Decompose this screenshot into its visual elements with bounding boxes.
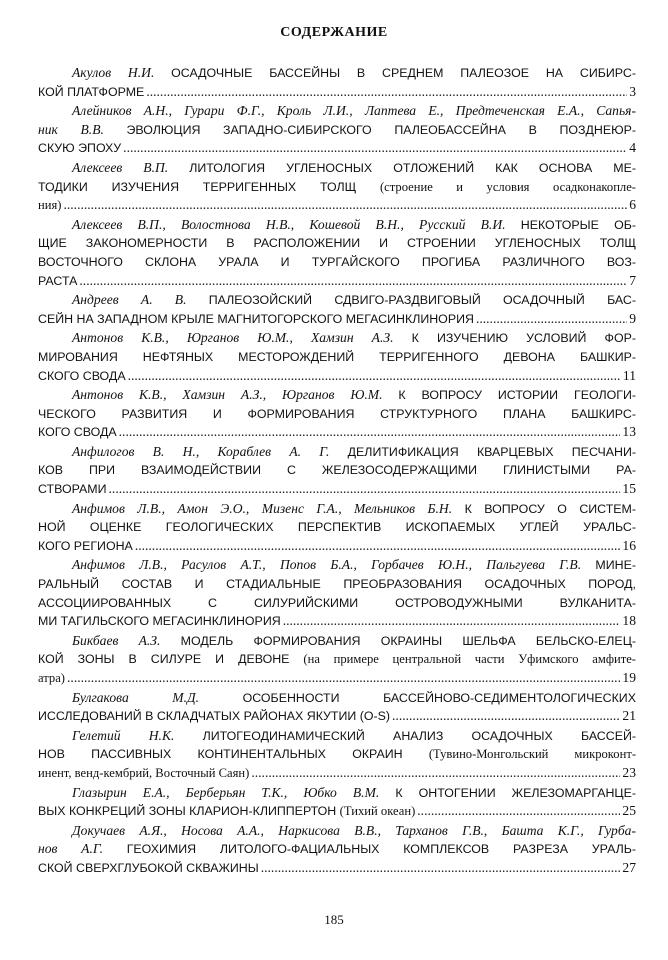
entry-title: СТВОРАМИ: [38, 482, 107, 497]
entry-last-line: [38, 423, 636, 442]
entry-last-text: [38, 310, 474, 329]
entry-authors: Антонов К.В., Юрганов Ю.М., Хамзин А.З.: [72, 330, 394, 346]
entry-last-text: [38, 196, 61, 215]
dot-leader: [128, 367, 621, 386]
entry-note: (Тихий океан): [339, 804, 416, 819]
entry-page-number: 21: [622, 708, 636, 724]
entry-page-number: 15: [622, 481, 636, 497]
entry-title: МИ ТАГИЛЬСКОГО МЕГАСИНКЛИНОРИЯ: [38, 614, 281, 629]
dot-leader: [109, 480, 621, 499]
entry-authors: Анфимов Л.В., Расулов А.Т., Попов Б.А., Горбачев Ю.Н., Пальгуева Г.В.: [72, 557, 582, 573]
entry-line: [38, 386, 636, 405]
dot-leader: [67, 669, 620, 688]
entry-line: [38, 178, 636, 197]
entry-page-number: 13: [622, 424, 636, 440]
entry-note: (Тувино-Монгольский микроконт-: [428, 747, 637, 762]
entry-line: [38, 216, 636, 235]
entry-authors: Акулов Н.И.: [72, 65, 155, 80]
entry-last-line: [38, 537, 636, 556]
entry-page-number: 4: [629, 140, 636, 156]
entry-page-number: 23: [622, 764, 636, 780]
dot-leader: [146, 83, 627, 102]
entry-line: [38, 745, 636, 764]
entry-line: [38, 556, 636, 575]
toc-entry[interactable]: [38, 291, 636, 328]
entry-line: [38, 64, 636, 83]
toc-entry[interactable]: [38, 556, 636, 630]
dot-leader: [251, 764, 620, 783]
entry-page-number: 25: [622, 803, 636, 819]
entry-last-line: [38, 139, 636, 158]
entry-line: [38, 840, 636, 859]
entry-page-number: 19: [622, 670, 636, 685]
entry-title: КОВ ПРИ ВЗАИМОДЕЙСТВИИ С ЖЕЛЕЗОСОДЕРЖАЩИМИ ГЛИНИСТЫМИ РА-: [38, 463, 636, 478]
entry-title: ЧЕСКОГО РАЗВИТИЯ И ФОРМИРОВАНИЯ СТРУКТУРНОГО ПЛАНА БАШКИРС-: [38, 406, 636, 421]
entry-last-line: [38, 764, 636, 783]
entry-last-text: [38, 537, 133, 556]
entry-page-number: 27: [622, 859, 636, 875]
entry-title: НОВ ПАССИВНЫХ КОНТИНЕНТАЛЬНЫХ ОКРАИН: [38, 747, 403, 762]
entry-last-text: [38, 83, 144, 102]
page-title: СОДЕРЖАНИЕ: [280, 25, 388, 40]
toc-entry[interactable]: [38, 689, 636, 726]
entry-line: [38, 159, 636, 178]
entry-line: [38, 329, 636, 348]
entry-title: СКУЮ ЭПОХУ: [38, 141, 122, 156]
dot-leader: [283, 612, 621, 631]
entry-title: ОСАДОЧНЫЕ БАССЕЙНЫ В СРЕДНЕМ ПАЛЕОЗОЕ НА СИБИРС-: [171, 66, 636, 80]
entry-line: [38, 121, 636, 140]
entry-title: ПАЛЕОЗОЙСКИЙ СДВИГО-РАЗДВИГОВЫЙ ОСАДОЧНЫЙ БАС-: [208, 293, 636, 308]
dot-leader: [417, 802, 620, 821]
entry-authors: Глазырин Е.А., Берберьян Т.К., Юбко В.М.: [72, 784, 380, 800]
entry-line: [38, 594, 636, 613]
entry-title: ОСОБЕННОСТИ БАССЕЙНОВО-СЕДИМЕНТОЛОГИЧЕСКИХ: [242, 690, 636, 705]
entry-authors: Анфилогов В. Н., Кораблев А. Г.: [72, 443, 330, 459]
entry-line: [38, 650, 636, 669]
entry-line: [38, 784, 636, 803]
dot-leader: [392, 707, 620, 726]
toc-entry[interactable]: [38, 443, 636, 499]
entry-title: К ВОПРОСУ О СИСТЕМ-: [464, 501, 636, 516]
entry-title: АССОЦИИРОВАННЫХ С СИЛУРИЙСКИМИ ОСТРОВОДУЖНЫМИ ВУЛКАНИТА-: [38, 595, 636, 610]
entry-last-line: [38, 612, 636, 631]
toc-entry[interactable]: [38, 386, 636, 442]
entry-line: [38, 822, 636, 841]
entry-last-text: [38, 669, 65, 688]
entry-page-number: 11: [622, 367, 636, 383]
entry-authors: ник В.В.: [38, 121, 104, 137]
entry-last-line: [38, 272, 636, 291]
entry-last-text: [38, 139, 121, 158]
entry-title: СКОГО СВОДА: [38, 368, 126, 383]
entry-line: [38, 102, 636, 121]
entry-title: ДЕЛИТИФИКАЦИЯ КВАРЦЕВЫХ ПЕСЧАНИ-: [347, 444, 636, 459]
entry-authors: Алексеев В.П.: [72, 159, 169, 175]
entry-line: [38, 575, 636, 594]
entry-title: КОЙ ЗОНЫ В СИЛУРЕ И ДЕВОНЕ: [38, 652, 290, 667]
entry-title: К ИЗУЧЕНИЮ УСЛОВИЙ ФОР-: [411, 331, 636, 346]
toc-entry[interactable]: [38, 822, 636, 878]
entry-title: СКОЙ СВЕРХГЛУБОКОЙ СКВАЖИНЫ: [38, 860, 259, 875]
entry-last-text: [38, 480, 107, 499]
entry-title: РАЛЬНЫЙ СОСТАВ И СТАДИАЛЬНЫЕ ПРЕОБРАЗОВАНИЯ ОСАДОЧНЫХ ПОРОД,: [38, 577, 636, 592]
entry-note: (на примере центральной части Уфимского амфите-: [303, 652, 637, 667]
entry-page-number: 9: [629, 310, 636, 326]
entry-authors: Анфимов Л.В., Амон Э.О., Мизенс Г.А., Мельников Б.Н.: [72, 500, 453, 516]
entry-last-line: [38, 480, 636, 499]
entry-last-line: [38, 367, 636, 386]
entry-line: [38, 291, 636, 310]
entry-line: [38, 518, 636, 537]
entry-title: ВЫХ КОНКРЕЦИЙ ЗОНЫ КЛАРИОН-КЛИППЕРТОН: [38, 804, 337, 819]
entry-line: [38, 689, 636, 708]
entry-title: МИНЕ-: [595, 558, 636, 573]
toc-entry[interactable]: [38, 500, 636, 556]
entry-authors: Алексеев В.П., Волостнова Н.В., Кошевой В.Н., Русский В.И.: [72, 216, 506, 232]
page-number: 185: [324, 912, 344, 927]
entry-title: МИРОВАНИЯ НЕФТЯНЫХ МЕСТОРОЖДЕНИЙ ТЕРРИГЕННОГО ДЕВОНА БАШКИР-: [38, 349, 636, 364]
entry-last-text: [38, 764, 249, 783]
entry-last-line: [38, 669, 636, 688]
dot-leader: [135, 537, 621, 556]
entry-last-line: [38, 310, 636, 329]
entry-last-text: [38, 859, 259, 878]
entry-title: ЩИЕ ЗАКОНОМЕРНОСТИ В РАСПОЛОЖЕНИИ И СТРОЕНИИ УГЛЕНОСНЫХ ТОЛЩ: [38, 236, 636, 251]
entry-authors: Андреев А. В.: [72, 292, 187, 308]
entry-title: РАСТА: [38, 273, 78, 288]
toc-entry[interactable]: [38, 784, 636, 821]
entry-last-line: [38, 707, 636, 726]
entry-authors: Антонов К.В., Хамзин А.З., Юрганов Ю.М.: [72, 387, 383, 403]
entry-title: атра): [38, 671, 66, 685]
entry-page-number: 6: [629, 197, 636, 213]
entry-line: [38, 234, 636, 253]
entry-title: ЛИТОГЕОДИНАМИЧЕСКИЙ АНАЛИЗ ОСАДОЧНЫХ БАССЕЙ-: [202, 728, 636, 743]
entry-authors: Бикбаев А.З.: [72, 632, 161, 648]
entry-last-text: [38, 367, 126, 386]
entry-title: ТОДИКИ ИЗУЧЕНИЯ ТЕРРИГЕННЫХ ТОЛЩ: [38, 179, 357, 194]
toc-entry[interactable]: [38, 632, 636, 688]
entry-page-number: 16: [622, 537, 636, 553]
entry-line: [38, 632, 636, 651]
entry-title: ЛИТОЛОГИЯ УГЛЕНОСНЫХ ОТЛОЖЕНИЙ КАК ОСНОВА МЕ-: [189, 160, 636, 175]
entry-title: КОЙ ПЛАТФОРМЕ: [38, 84, 145, 99]
entry-authors: Алейников А.Н., Гурари Ф.Г., Кроль Л.И., Лаптева Е., Предтеченская Е.А., Сапья-: [72, 103, 636, 119]
dot-leader: [119, 423, 621, 442]
entry-title: НЕКОТОРЫЕ ОБ-: [520, 217, 636, 232]
entry-title: К ОНТОГЕНИИ ЖЕЛЕЗОМАРГАНЦЕ-: [395, 785, 636, 800]
entry-line: [38, 461, 636, 480]
entry-title: ГЕОХИМИЯ ЛИТОЛОГО-ФАЦИАЛЬНЫХ КОМПЛЕКСОВ РАЗРЕЗА УРАЛЬ-: [126, 842, 636, 857]
toc-entry[interactable]: [38, 102, 636, 158]
dot-leader: [63, 196, 627, 215]
table-of-contents: [38, 64, 636, 879]
dot-leader: [476, 310, 627, 329]
entry-title: ния): [38, 198, 62, 213]
entry-title: ВОСТОЧНОГО СКЛОНА УРАЛА И ТУРГАЙСКОГО ПРОГИБА РАЗЛИЧНОГО ВОЗ-: [38, 254, 636, 269]
toc-entry[interactable]: [38, 159, 636, 215]
entry-last-text: [38, 802, 415, 821]
entry-page-number: 7: [629, 272, 636, 288]
entry-note: (строение и условия осадконакопле-: [379, 179, 636, 194]
entry-authors: нов А.Г.: [38, 841, 103, 857]
entry-last-text: [38, 423, 117, 442]
entry-title: К ВОПРОСУ ИСТОРИИ ГЕОЛОГИ-: [398, 388, 636, 403]
entry-line: [38, 443, 636, 462]
entry-last-line: [38, 859, 636, 878]
dot-leader: [79, 272, 627, 291]
entry-page-number: 18: [622, 613, 636, 629]
entry-line: [38, 253, 636, 272]
entry-line: [38, 405, 636, 424]
entry-line: [38, 348, 636, 367]
entry-last-text: [38, 612, 281, 631]
toc-entry[interactable]: [38, 727, 636, 783]
dot-leader: [123, 139, 627, 158]
entry-last-line: [38, 802, 636, 821]
entry-title: СЕЙН НА ЗАПАДНОМ КРЫЛЕ МАГНИТОГОРСКОГО МЕГАСИНКЛИНОРИЯ: [38, 311, 474, 326]
toc-entry[interactable]: [38, 216, 636, 290]
entry-title: ЭВОЛЮЦИЯ ЗАПАДНО-СИБИРСКОГО ПАЛЕОБАССЕЙНА В ПОЗДНЕЮР-: [126, 122, 637, 137]
entry-title: НОЙ ОЦЕНКЕ ГЕОЛОГИЧЕСКИХ ПЕРСПЕКТИВ ИСКОПАЕМЫХ УГЛЕЙ УРАЛЬС-: [38, 520, 636, 535]
entry-title: КОГО РЕГИОНА: [38, 538, 133, 553]
entry-title: МОДЕЛЬ ФОРМИРОВАНИЯ ОКРАИНЫ ШЕЛЬФА БЕЛЬСКО-ЕЛЕЦ-: [180, 633, 636, 648]
toc-entry[interactable]: [38, 329, 636, 385]
toc-entry[interactable]: [38, 64, 636, 101]
entry-authors: Докучаев А.Я., Носова А.А., Наркисова В.В., Тарханов Г.В., Башта К.Г., Гурба-: [72, 822, 636, 838]
entry-last-text: [38, 707, 390, 726]
entry-authors: Булгакова М.Д.: [72, 689, 200, 705]
entry-title: инент, венд-кембрий, Восточный Саян): [38, 765, 250, 780]
entry-line: [38, 500, 636, 519]
entry-last-text: [38, 272, 77, 291]
entry-authors: Гелетий Н.К.: [72, 727, 175, 743]
dot-leader: [261, 859, 621, 878]
entry-title: КОГО СВОДА: [38, 425, 117, 440]
entry-line: [38, 727, 636, 746]
entry-title: ИССЛЕДОВАНИЙ В СКЛАДЧАТЫХ РАЙОНАХ ЯКУТИИ (O-S): [38, 709, 391, 724]
entry-last-line: [38, 196, 636, 215]
entry-page-number: 3: [629, 83, 636, 99]
entry-last-line: [38, 83, 636, 102]
